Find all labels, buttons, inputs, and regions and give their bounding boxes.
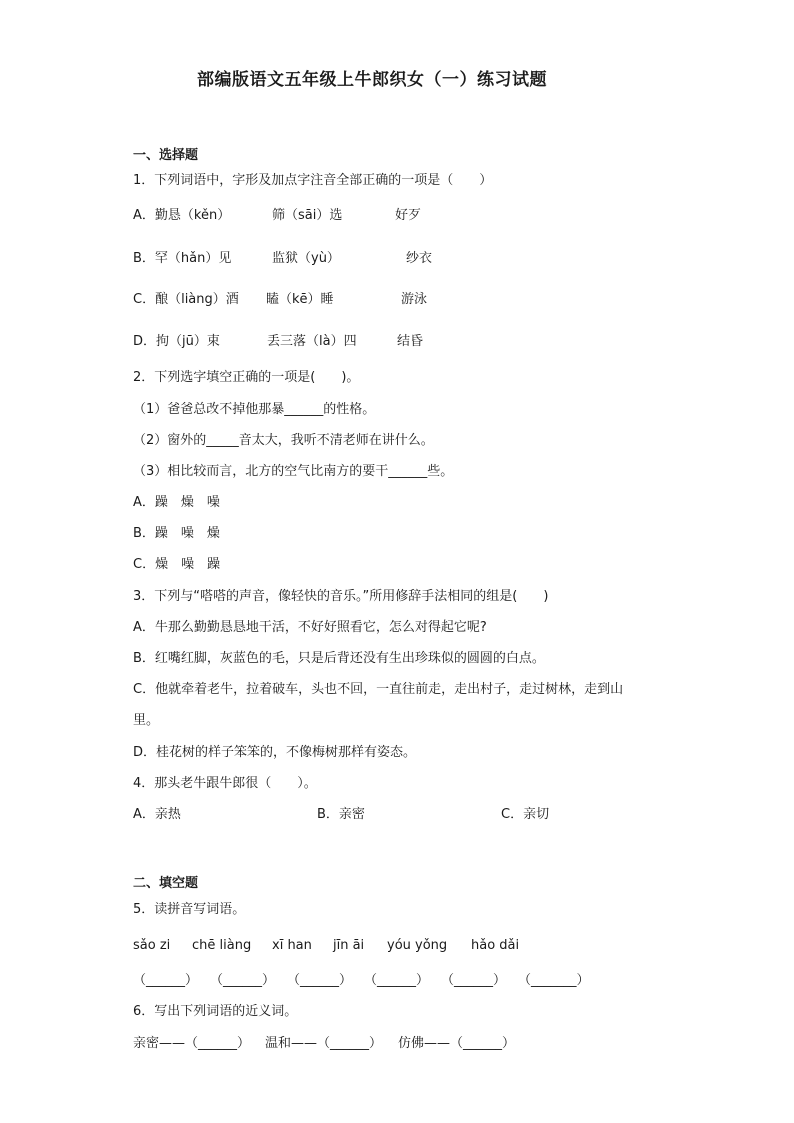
q5-pinyin-5: yóu yǒng [387,938,448,953]
section-heading-fill: 二、填空题 [133,876,199,891]
q2-item-1: （1）爸爸总改不掉他那暴______的性格。 [133,402,376,417]
section-heading-choice: 一、选择题 [133,148,199,163]
q1-option-b-2: 监狱（yù） [272,251,340,266]
question-6-stem: 6．写出下列词语的近义词。 [133,1004,298,1019]
q1-option-a-2: 筛（sāi）选 [272,208,343,223]
q2-item-3: （3）相比较而言，北方的空气比南方的要干______些。 [133,464,454,479]
q2-option-c: C．燥 噪 躁 [133,557,221,572]
question-4-stem: 4．那头老牛跟牛郎很（ ）。 [133,776,317,791]
q1-option-a-1: A．勤恳（kěn） [133,208,231,223]
q1-option-a-3: 好歹 [395,208,422,223]
q5-pinyin-2: chē liàng [192,938,252,953]
q5-pinyin-4: jīn āi [333,938,365,953]
q5-pinyin-1: sǎo zi [133,938,171,953]
q1-option-d-1: D．拘（jū）束 [133,334,220,349]
q6-item-2: 温和——（______） [265,1036,383,1051]
q1-option-c-2: 瞌（kē）睡 [266,292,334,307]
q3-option-a: A．牛那么勤勤恳恳地干活，不好好照看它，怎么对得起它呢? [133,620,487,635]
question-5-stem: 5．读拼音写词语。 [133,902,246,917]
q6-item-3: 仿佛——（______） [398,1036,516,1051]
question-2-stem: 2．下列选字填空正确的一项是( )。 [133,370,360,385]
q5-blank-3: （______） [287,973,353,988]
q1-option-d-3: 结昏 [397,334,424,349]
q5-blank-5: （______） [441,973,507,988]
q1-option-b-3: 纱衣 [406,251,433,266]
q2-item-2: （2）窗外的_____音太大，我听不清老师在讲什么。 [133,433,434,448]
q2-option-b: B．躁 噪 燥 [133,526,220,541]
q3-option-c: C．他就牵着老牛，拉着破车，头也不回，一直往前走，走出村子，走过树林，走到山 [133,682,624,697]
q3-option-b: B．红嘴红脚，灰蓝色的毛，只是后背还没有生出珍珠似的圆圆的白点。 [133,651,545,666]
q4-option-b: B．亲密 [317,807,365,822]
q4-option-c: C．亲切 [501,807,550,822]
page-title: 部编版语文五年级上牛郎织女（一）练习试题 [197,70,547,90]
q5-blank-4: （______） [364,973,430,988]
q3-option-d: D．桂花树的样子笨笨的，不像梅树那样有姿态。 [133,745,417,760]
q5-blank-1: （______） [133,973,199,988]
q6-item-1: 亲密——（______） [133,1036,251,1051]
q5-blank-2: （______） [210,973,276,988]
q1-option-c-1: C．酿（liàng）酒 [133,292,239,307]
q1-option-d-2: 丢三落（là）四 [267,334,357,349]
q3-option-c-cont: 里。 [133,713,160,728]
q5-blank-6: （_______） [518,973,590,988]
q5-pinyin-3: xī han [272,938,312,953]
q1-option-c-3: 游泳 [401,292,428,307]
q2-option-a: A．躁 燥 噪 [133,495,220,510]
question-1-stem: 1．下列词语中，字形及加点字注音全部正确的一项是（ ） [133,173,493,188]
q4-option-a: A．亲热 [133,807,181,822]
q1-option-b-1: B．罕（hǎn）见 [133,251,232,266]
q5-pinyin-6: hǎo dǎi [471,938,520,953]
question-3-stem: 3．下列与“嗒嗒的声音，像轻快的音乐。”所用修辞手法相同的组是( ) [133,589,549,604]
